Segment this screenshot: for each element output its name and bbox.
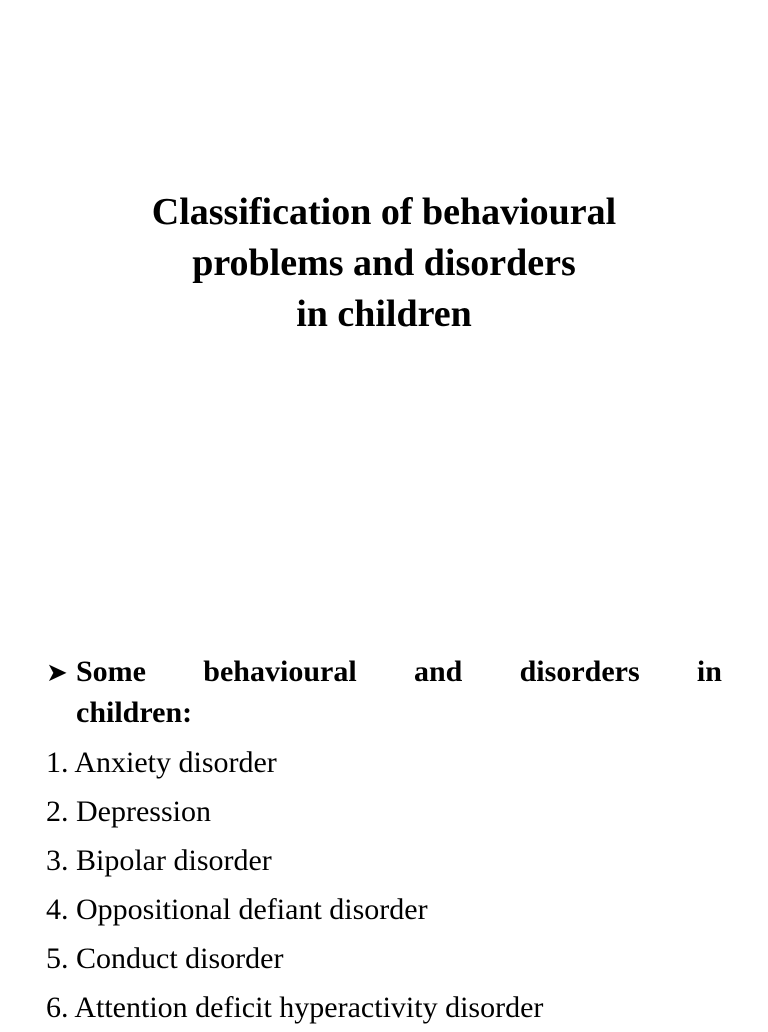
bullet-heading-text bbox=[76, 652, 722, 692]
list-item: 6. Attention deficit hyperactivity disorder bbox=[46, 991, 544, 1024]
disorder-list bbox=[46, 738, 722, 1032]
list-item: 3. Bipolar disorder bbox=[46, 844, 272, 877]
list-item: 4. Oppositional defiant disorder bbox=[46, 893, 428, 926]
bullet-word: behavioural bbox=[203, 655, 357, 688]
bullet-word: disorders bbox=[519, 655, 640, 688]
slide-content bbox=[46, 652, 722, 1032]
bullet-word: Some bbox=[76, 655, 146, 688]
title-line-3: in children bbox=[296, 293, 472, 335]
bullet-word: and bbox=[413, 655, 463, 688]
bullet-heading bbox=[46, 652, 722, 693]
title-line-1: Classification of behavioural bbox=[151, 191, 617, 233]
title-line-2: problems and disorders bbox=[192, 242, 576, 284]
arrow-bullet-icon: ➤ bbox=[46, 658, 68, 688]
list-item: 2. Depression bbox=[46, 795, 211, 828]
slide-title bbox=[0, 187, 768, 340]
bullet-word: in bbox=[696, 655, 722, 688]
list-item: 5. Conduct disorder bbox=[46, 942, 284, 975]
bullet-heading-continuation: children: bbox=[76, 696, 193, 729]
list-item: 1. Anxiety disorder bbox=[46, 746, 277, 779]
